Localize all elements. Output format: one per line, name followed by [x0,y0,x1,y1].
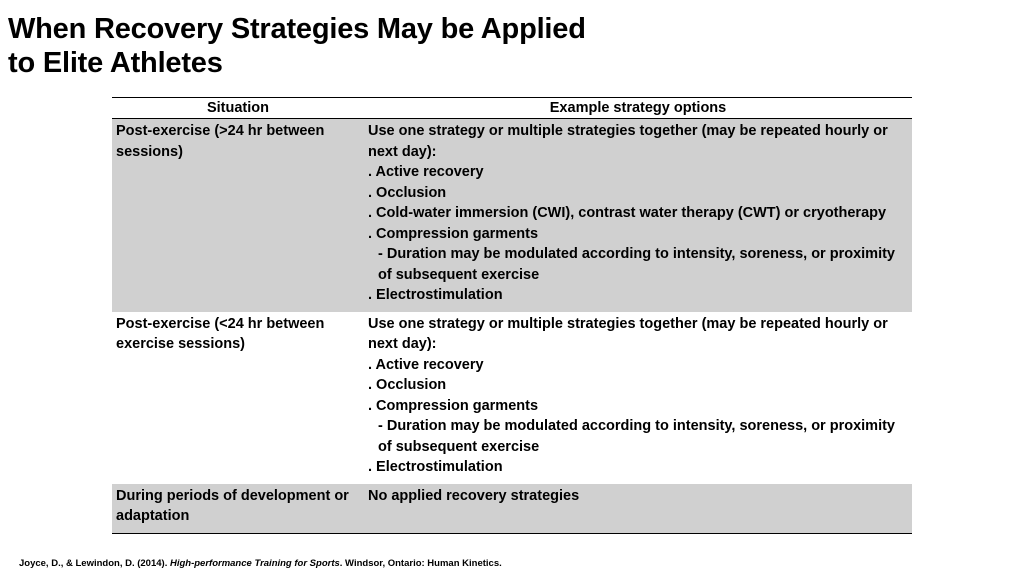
situation-cell: Post-exercise (<24 hr between exercise sessions) [116,315,325,352]
strategies-cell [364,119,912,312]
strategy-line: . Occlusion [368,184,447,201]
citation-publisher: . Windsor, Ontario: Human Kinetics. [339,558,502,569]
recovery-strategies-table [112,97,912,534]
strategy-line: . Electrostimulation [368,459,503,475]
title-line-2: to Elite Athletes [8,47,223,79]
strategy-line: . Occlusion [368,377,447,393]
strategy-line: . Compression garments [368,225,539,242]
strategy-subnote: - Duration may be modulated according to intensity, soreness, or proximity of subsequent exercise [378,246,895,283]
situation-cell: During periods of development or adaptation [112,484,364,534]
header-situation: Situation [112,98,364,119]
situation-cell: Post-exercise (>24 hr between sessions) [112,119,364,312]
table-header-row [112,98,912,119]
strategy-line: . Active recovery [368,356,484,373]
strategies-cell [364,312,912,484]
strategy-line: . Active recovery [368,164,484,180]
title-line-1: When Recovery Strategies May be Applied [8,13,586,45]
strategy-line: Use one strategy or multiple strategies together (may be repeated hourly or next day): [368,315,888,352]
citation [19,558,502,569]
strategy-line: Use one strategy or multiple strategies together (may be repeated hourly or next day): [368,123,888,160]
strategies-cell [364,484,912,534]
table-row [112,484,912,534]
strategy-line: No applied recovery strategies [368,487,580,504]
citation-authors: Joyce, D., & Lewindon, D. (2014). [19,558,168,569]
strategy-subnote: - Duration may be modulated according to intensity, soreness, or proximity of subsequent exercise [378,418,895,455]
slide-title [8,12,586,80]
strategy-line: . Electrostimulation [368,287,503,303]
strategy-line: . Compression garments [368,397,539,414]
header-strategy-options: Example strategy options [364,98,912,119]
citation-book-title: High-performance Training for Sports [169,558,340,569]
table-row [112,312,912,484]
strategy-line: . Cold-water immersion (CWI), contrast water therapy (CWT) or cryotherapy [368,205,887,221]
table-row [112,119,912,312]
